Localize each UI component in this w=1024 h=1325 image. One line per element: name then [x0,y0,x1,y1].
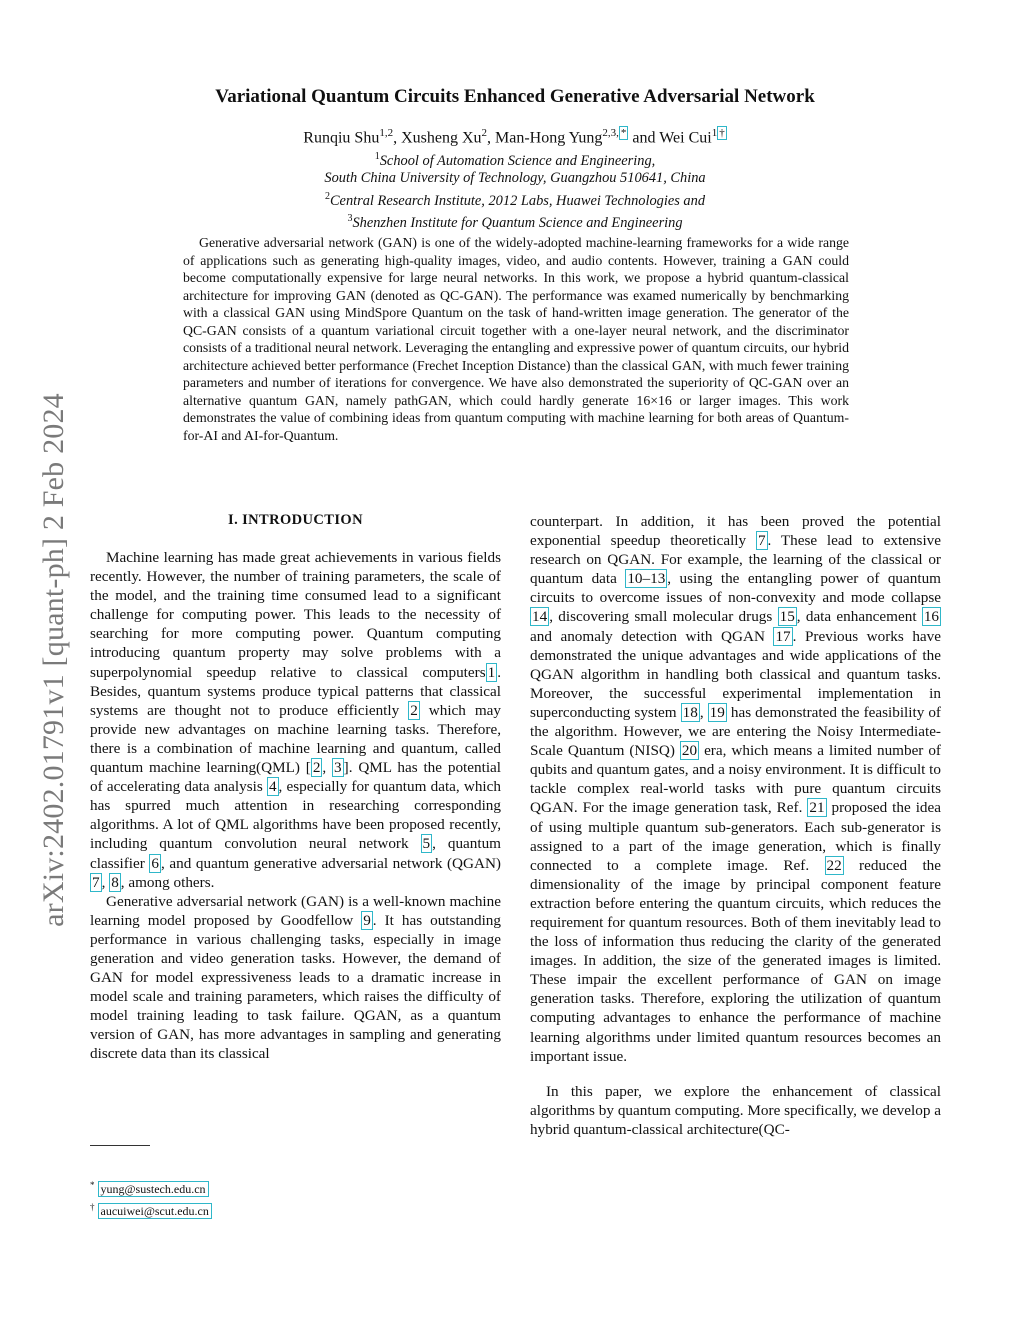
citation-link[interactable]: 17 [775,627,791,645]
body-text: , especially for quantum data, which has spurred much attention in researching corresponding algorithms. A lot of QML algorithms have been proposed recently, including quantum convolution neural network [90,778,501,853]
citation-link[interactable]: 4 [268,778,277,796]
left-column-body [90,548,501,1064]
author-footnote-link[interactable]: † [719,127,725,139]
citation-link[interactable]: 7 [757,532,766,550]
citation-link[interactable]: 3 [334,759,342,777]
body-text: ]. QML has the potential of accelerating data analysis [90,759,501,796]
author-name: Man-Hong Yung [495,129,603,147]
affiliation-text: Shenzhen Institute for Quantum Science and Engineering [352,214,683,231]
footnotes [90,1176,390,1220]
footnote-mark: * [90,1180,95,1190]
email-link[interactable]: yung@sustech.edu.cn [98,1181,209,1197]
footnote-line [90,1176,390,1198]
body-text: and anomaly detection with QGAN [530,627,774,645]
email-link[interactable]: aucuiwei@scut.edu.cn [98,1203,212,1219]
body-text: . Besides, quantum systems produce typical patterns that classical systems are thought not to produce efficiently [90,663,501,719]
affiliations [120,148,910,232]
arxiv-identifier-stamp [24,350,84,970]
body-text: , using the entangling power of quantum circuits to overcome issues of non-convexity and mode collapse [530,570,941,607]
body-text: , [322,759,333,777]
body-paragraph [90,892,501,1064]
citation-link[interactable]: 9 [363,911,371,929]
body-text: . It has outstanding performance in various challenging tasks, especially in image generation and video generation tasks. However, the demand of GAN for model expressiveness leads to a dramatic increase in model scale and training parameters, which raises the difficulty of model training leading to task failure. QGAN, as a quantum version of GAN, has more advantages in sampling and generating discrete data than its classical [90,911,501,1063]
citation-link[interactable]: 21 [809,799,825,817]
body-paragraph [530,1082,941,1139]
body-text: has demonstrated the feasibility of the algorithm. However, we are entering the Noisy Intermediate-Scale Quantum (NISQ) [530,703,941,760]
body-text: Machine learning has made great achievements in various fields recently. However, the number of training parameters, the scale of the model, and the training time consumed lead to a significant challenge for computing power. This leads to the necessity of searching for more computing power. Quantum computing introducing quantum property may solve problems with a superpolynomial speedup relative to classical computers [90,549,501,681]
body-text: , quantum classifier [90,835,501,872]
abstract: Generative adversarial network (GAN) is one of the widely-adopted machine-learning frameworks for a wide range of applications such as generating high-quality images, video, and audio contents. However, training a GAN could become computationally expensive for large neural networks. In this work, we propose a hybrid quantum-classical architecture for improving GAN (denoted as QC-GAN). The performance was examed numerically by benchmarking with a classical GAN using MindSpore Quantum on the task of hand-written image generation. The generator of the QC-GAN consists of a quantum variational circuit together with a one-layer neural network, and the discriminator consists of a traditional neural network. Leveraging the entangling and expressive power of quantum circuits, our hybrid architecture achieved better performance (Frechet Inception Distance) than the classical GAN, with much fewer training parameters and number of iterations for convergence. We have also demonstrated the superiority of QC-GAN over an alternative quantum GAN, namely pathGAN, which could hardly generate 16×16 or larger images. This work demonstrates the value of combining ideas from quantum computing with machine learning for both areas of Quantum-for-AI and AI-for-Quantum. [183,235,849,443]
author-affiliation-mark: 1 [711,127,718,139]
citation-link[interactable]: 20 [681,742,698,760]
citation-link[interactable]: 22 [826,856,842,874]
citation-link[interactable]: 2 [410,701,418,719]
affiliation-text: School of Automation Science and Engineering, [379,152,656,169]
body-text: which may provide new advantages on machine learning tasks. Therefore, there is a combination of machine learning and quantum, called quantum machine learning(QML) [ [90,701,502,777]
body-text: , [699,703,708,721]
author-separator: , [393,129,402,147]
body-text: , discovering small molecular drugs [549,608,778,626]
author-separator: and [628,129,660,147]
citation-link[interactable]: 19 [709,703,725,721]
affiliation-line [120,210,910,232]
body-text: In this paper, we explore the enhancement of classical algorithms by quantum computing. More specifically, we develop a hybrid quantum-classical architecture(QC- [530,1082,941,1138]
affiliation-number: 2 [324,190,330,202]
body-text: counterpart. In addition, it has been proved the potential exponential speedup theoretically [530,513,941,550]
author-affiliation-mark: 2 [481,127,487,139]
citation-link[interactable]: 6 [151,854,159,872]
arxiv-stamp-text: arXiv:2402.01791v1 [quant-ph] 2 Feb 2024 [37,393,71,927]
right-column-body [530,512,941,1139]
body-text: reduced the dimensionality of the image by principal component feature extraction before entering the quantum circuits, which reduces the requirement for quantum resources. Both of them inevitably lead to the loss of information thus reducing the clarity of the generated images. In addition, the size of the generated images is limited. These impair the excellent performance of GAN on image generation tasks. Therefore, exploring the utilization of quantum computing advantages to enhance the performance of machine learning algorithms under limited quantum resources becomes an important issue. [530,856,941,1065]
citation-link[interactable]: 2 [312,759,321,777]
author-footnote-link[interactable]: * [620,127,627,139]
body-text: , and quantum generative adversarial network (QGAN) [161,854,501,872]
body-paragraph [90,548,501,892]
footnote-line [90,1198,390,1220]
citation-link[interactable]: 14 [532,608,548,626]
citation-link[interactable]: 16 [923,608,939,626]
author-separator: , [487,129,495,147]
author-list [120,127,910,147]
author-affiliation-mark: 1,2 [379,127,394,139]
paper-title: Variational Quantum Circuits Enhanced Generative Adversarial Network [215,86,815,107]
affiliation-number: 3 [347,213,353,225]
body-text: Generative adversarial network (GAN) is a well-known machine learning model proposed by Goodfellow [90,892,501,929]
author-name: Runqiu Shu [303,129,380,147]
citation-link[interactable]: 5 [422,835,431,853]
citation-link[interactable]: 1 [487,663,496,681]
citation-link[interactable]: 10–13 [627,570,666,588]
affiliation-text: South China University of Technology, Guangzhou 510641, China [324,170,706,187]
body-paragraph [530,512,941,1066]
citation-link[interactable]: 7 [92,873,100,891]
affiliation-line [120,148,910,170]
body-text: , [101,873,110,891]
citation-link[interactable]: 15 [779,608,795,626]
body-text: . Previous works have demonstrated the unique advantages and wide applications of the QGAN algorithm in handling both classical and quantum tasks. Moreover, the successful experimental implementation in superconducting system [530,627,941,721]
body-text: , among others. [120,873,215,891]
footnote-rule [90,1145,150,1146]
body-text: . These lead to extensive research on QGAN. For example, the learning of the classical or quantum data [530,532,941,588]
section-heading-introduction: I. INTRODUCTION [228,512,363,528]
affiliation-line [120,188,910,210]
citation-link[interactable]: 18 [682,703,698,721]
affiliation-line [120,170,910,188]
body-text: era, which means a limited number of qubits and quantum gates, and a noisy environment. It is difficult to tackle complex real-world tasks with pure quantum circuits QGAN. For the image generation task, Ref. [530,742,941,817]
affiliation-number: 1 [374,151,380,162]
citation-link[interactable]: 8 [111,873,119,891]
author-name: Xusheng Xu [401,129,482,147]
author-affiliation-mark: 2,3, [602,127,619,139]
affiliation-text: Central Research Institute, 2012 Labs, Huawei Technologies and [329,192,706,209]
author-name: Wei Cui [659,129,712,147]
body-text: , data enhancement [796,608,922,626]
footnote-mark: † [90,1202,95,1212]
body-text: proposed the idea of using multiple quantum sub-generators. Each sub-generator is assigned to a part of the image generation, which is finally connected to a complete image. Ref. [530,799,942,874]
